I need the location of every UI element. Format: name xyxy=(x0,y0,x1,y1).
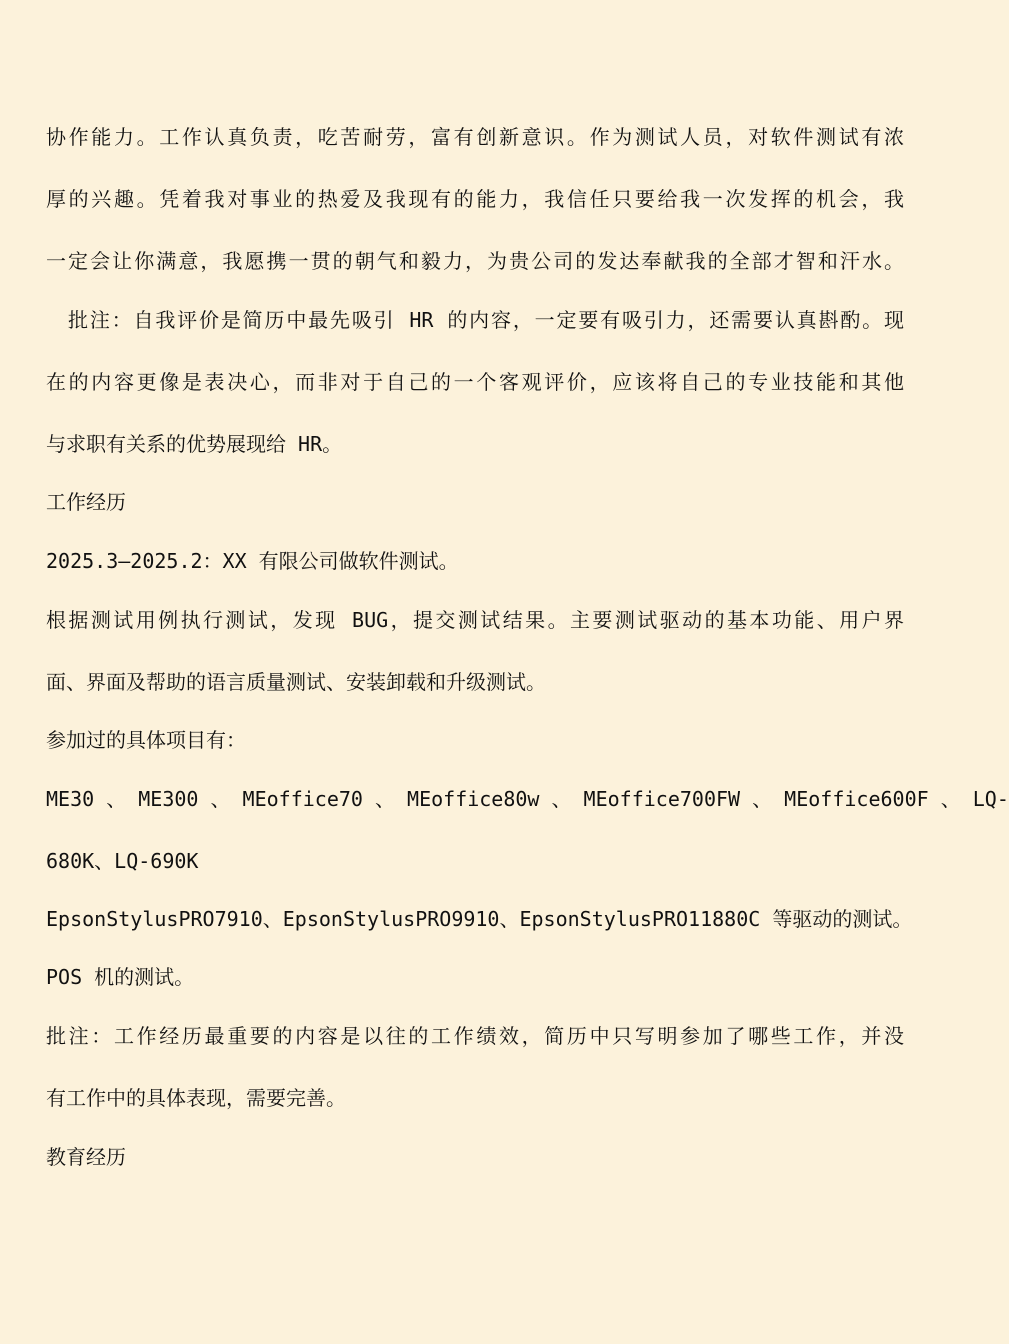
work-desc-line-1: 根据测试用例执行测试，发现 BUG，提交测试结果。主要测试驱动的基本功能、用户界 xyxy=(46,608,904,632)
self-eval-line-2: 厚的兴趣。凭着我对事业的热爱及我现有的能力，我信任只要给我一次发挥的机会，我 xyxy=(46,187,904,211)
comment-1-line-2: 在的内容更像是表决心，而非对于自己的一个客观评价，应该将自己的专业技能和其他 xyxy=(46,370,904,394)
comment-1-line-1: 批注：自我评价是简历中最先吸引 HR 的内容，一定要有吸引力，还需要认真斟酌。现 xyxy=(68,308,904,332)
projects-line-3: EpsonStylusPRO7910、EpsonStylusPRO9910、EpsonStylusPRO11880C 等驱动的测试。 xyxy=(46,907,913,931)
work-experience-heading: 工作经历 xyxy=(46,490,126,514)
comment-2-line-1: 批注：工作经历最重要的内容是以往的工作绩效，简历中只写明参加了哪些工作，并没 xyxy=(46,1024,904,1048)
self-eval-line-3: 一定会让你满意，我愿携一贯的朝气和毅力，为贵公司的发达奉献我的全部才智和汗水。 xyxy=(46,249,904,273)
projects-line-2: 680K、LQ-690K xyxy=(46,849,199,873)
work-desc-line-2: 面、界面及帮助的语言质量测试、安装卸载和升级测试。 xyxy=(46,670,546,694)
projects-line-1: ME30 、 ME300 、 MEoffice70 、 MEoffice80w 、 MEoffice700FW 、 MEoffice600F 、 LQ- xyxy=(46,787,1009,811)
work-entry: 2025.3—2025.2：XX 有限公司做软件测试。 xyxy=(46,549,459,573)
projects-intro: 参加过的具体项目有： xyxy=(46,728,246,752)
comment-2-line-2: 有工作中的具体表现，需要完善。 xyxy=(46,1086,346,1110)
comment-1-line-3: 与求职有关系的优势展现给 HR。 xyxy=(46,432,343,456)
projects-line-4: POS 机的测试。 xyxy=(46,965,195,989)
self-eval-line-1: 协作能力。工作认真负责，吃苦耐劳，富有创新意识。作为测试人员，对软件测试有浓 xyxy=(46,125,904,149)
education-heading: 教育经历 xyxy=(46,1145,126,1169)
